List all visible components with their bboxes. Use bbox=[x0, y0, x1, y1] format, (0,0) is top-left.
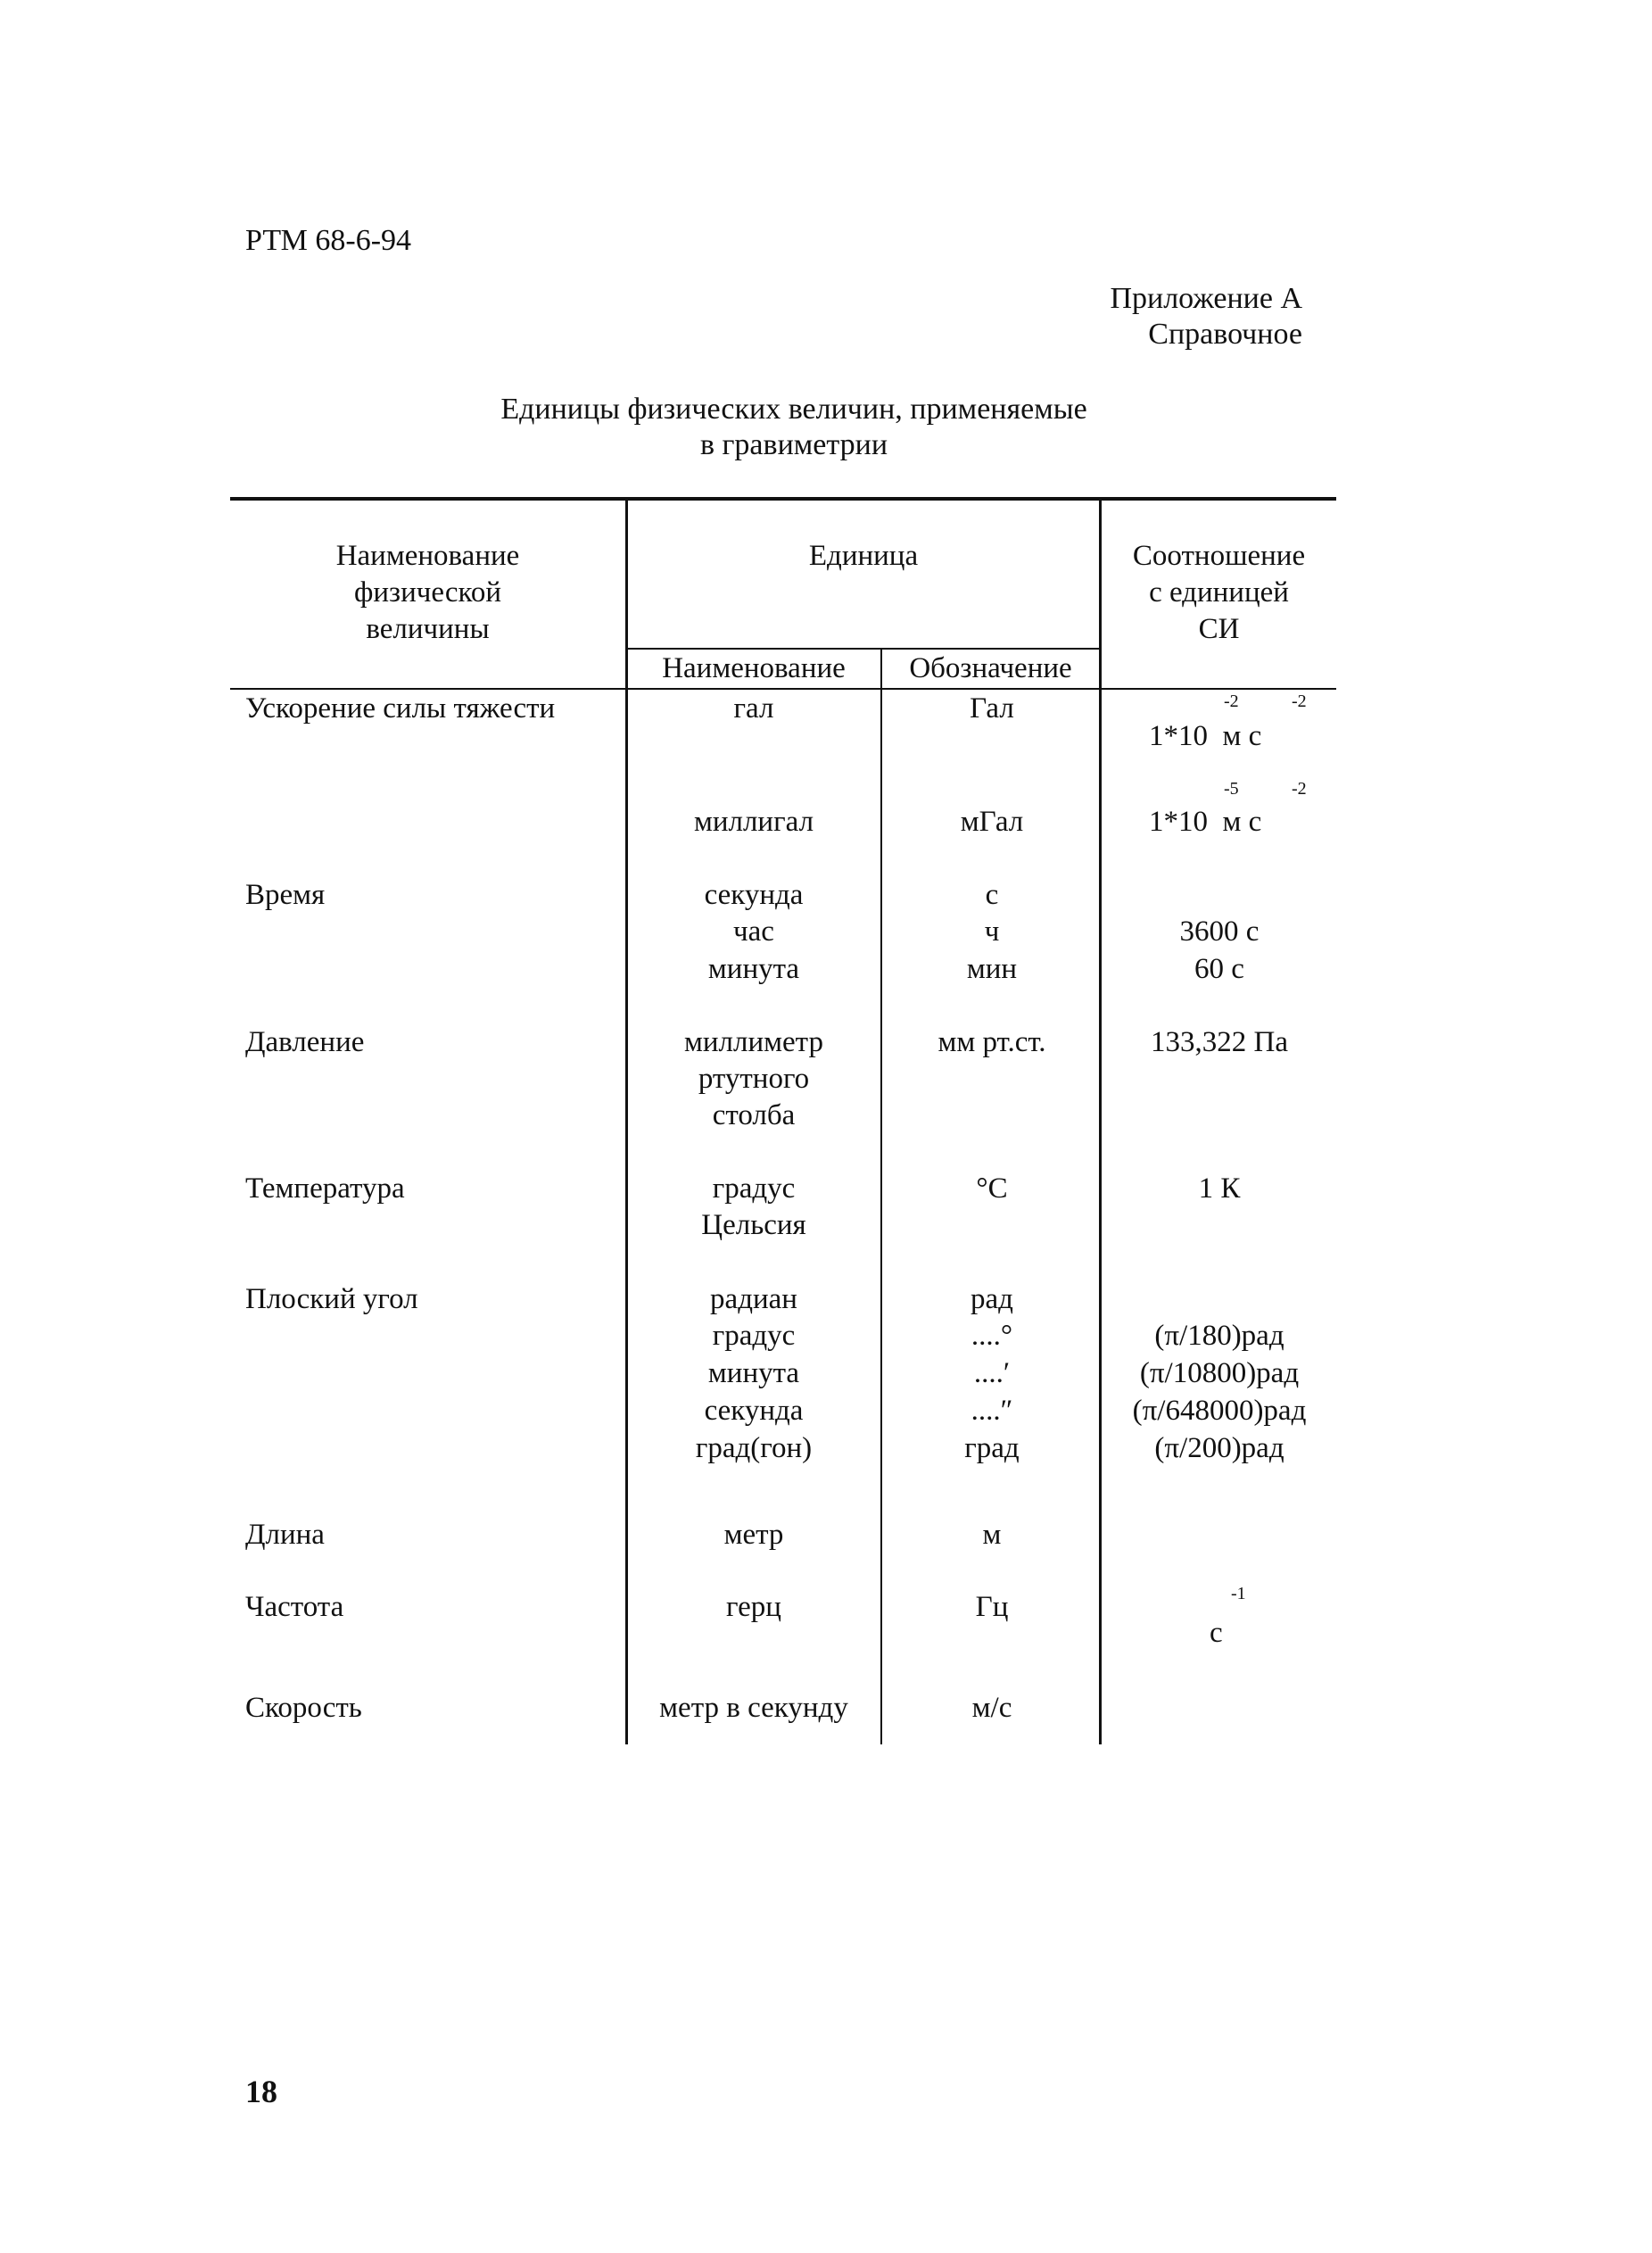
si-exponent: -2 bbox=[1292, 692, 1307, 711]
header-quantity-line-2: физической bbox=[354, 576, 501, 609]
unit-name-cell: герц bbox=[726, 1591, 781, 1623]
quantity-cell: Плоский угол bbox=[245, 1283, 418, 1315]
quantity-cell: Ускорение силы тяжести bbox=[245, 692, 556, 725]
unit-symbol-cell: м bbox=[982, 1519, 1002, 1551]
unit-symbol-cell: мм рт.ст. bbox=[938, 1026, 1046, 1058]
unit-symbol-cell: ....° bbox=[971, 1320, 1013, 1352]
unit-name-cell: столба bbox=[712, 1099, 796, 1131]
appendix-title: Приложение А bbox=[1110, 282, 1302, 315]
column-divider-3 bbox=[1099, 500, 1102, 1744]
page-number: 18 bbox=[245, 2074, 277, 2109]
unit-name-cell: час bbox=[733, 915, 774, 948]
unit-name-cell: градус bbox=[712, 1320, 796, 1352]
unit-name-cell: миллигал bbox=[693, 806, 814, 838]
unit-symbol-cell: мин bbox=[966, 953, 1018, 985]
header-quantity-line-1: Наименование bbox=[335, 540, 520, 572]
si-relation-cell: 1*10 м с bbox=[1149, 806, 1262, 838]
table-top-rule bbox=[230, 497, 1336, 501]
unit-name-cell: град(гон) bbox=[695, 1432, 813, 1464]
header-si-line-1: Соотношение bbox=[1132, 540, 1306, 572]
unit-symbol-cell: м/с bbox=[971, 1692, 1012, 1724]
unit-symbol-cell: °С bbox=[976, 1172, 1008, 1205]
unit-name-cell: градус bbox=[712, 1172, 796, 1205]
quantity-cell: Время bbox=[245, 879, 326, 911]
unit-symbol-cell: Гал bbox=[970, 692, 1014, 725]
si-relation-cell: (π/180)рад bbox=[1154, 1320, 1284, 1352]
unit-symbol-cell: ч bbox=[984, 915, 1000, 948]
unit-name-cell: метр в секунду bbox=[659, 1692, 848, 1724]
si-relation-cell: 133,322 Па bbox=[1151, 1026, 1288, 1058]
si-exponent: -1 bbox=[1231, 1584, 1246, 1603]
document-code: РТМ 68-6-94 bbox=[245, 224, 412, 257]
unit-symbol-cell: град bbox=[964, 1432, 1020, 1464]
si-relation-cell: 60 с bbox=[1194, 953, 1244, 985]
table-title-line-1: Единицы физических величин, применяемые bbox=[500, 393, 1087, 426]
unit-name-cell: Цельсия bbox=[701, 1209, 806, 1241]
header-unit-name: Наименование bbox=[662, 652, 846, 684]
si-exponent: -2 bbox=[1292, 779, 1307, 799]
unit-symbol-cell: мГал bbox=[960, 806, 1024, 838]
unit-subheader-top-rule bbox=[625, 648, 1102, 650]
si-exponent: -2 bbox=[1224, 692, 1239, 711]
header-si-line-2: с единицей bbox=[1149, 576, 1289, 609]
unit-name-cell: радиан bbox=[710, 1283, 797, 1315]
quantity-cell: Длина bbox=[245, 1519, 325, 1551]
unit-name-cell: ртутного bbox=[698, 1063, 810, 1095]
si-relation-cell: (π/10800)рад bbox=[1139, 1357, 1300, 1389]
si-relation-cell: (π/648000)рад bbox=[1132, 1395, 1307, 1427]
quantity-cell: Частота bbox=[245, 1591, 344, 1623]
header-unit: Единица bbox=[808, 540, 919, 572]
unit-name-cell: минута bbox=[707, 1357, 800, 1389]
si-exponent: -5 bbox=[1224, 779, 1239, 799]
unit-name-cell: секунда bbox=[704, 879, 804, 911]
table-title-line-2: в гравиметрии bbox=[699, 428, 888, 461]
unit-symbol-cell: Гц bbox=[975, 1591, 1009, 1623]
unit-name-cell: минута bbox=[707, 953, 800, 985]
header-unit-symbol: Обозначение bbox=[909, 652, 1072, 684]
quantity-cell: Температура bbox=[245, 1172, 405, 1205]
quantity-cell: Давление bbox=[245, 1026, 365, 1058]
unit-name-cell: метр bbox=[723, 1519, 784, 1551]
si-relation-cell: 1 К bbox=[1198, 1172, 1241, 1205]
header-si-line-3: СИ bbox=[1198, 613, 1240, 645]
unit-name-cell: миллиметр bbox=[684, 1026, 823, 1058]
unit-name-cell: гал bbox=[733, 692, 774, 725]
unit-symbol-cell: ....″ bbox=[971, 1395, 1013, 1427]
header-quantity-line-3: величины bbox=[366, 613, 490, 645]
quantity-cell: Скорость bbox=[245, 1692, 362, 1724]
unit-name-cell: секунда bbox=[704, 1395, 804, 1427]
unit-symbol-cell: рад bbox=[971, 1283, 1013, 1315]
si-relation-cell: с bbox=[1210, 1617, 1223, 1649]
unit-symbol-cell: ....′ bbox=[973, 1357, 1011, 1389]
si-relation-cell: 3600 с bbox=[1179, 915, 1260, 948]
header-bottom-rule bbox=[230, 688, 1336, 690]
appendix-type: Справочное bbox=[1148, 318, 1302, 351]
si-relation-cell: 1*10 м с bbox=[1149, 720, 1262, 752]
unit-symbol-cell: с bbox=[985, 879, 999, 911]
si-relation-cell: (π/200)рад bbox=[1154, 1432, 1284, 1464]
